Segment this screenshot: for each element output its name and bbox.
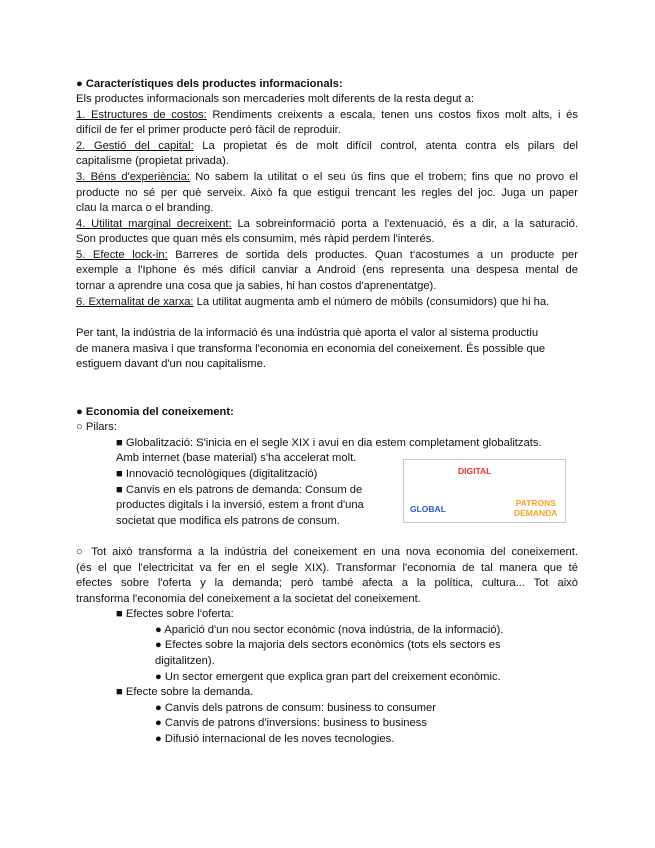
demanda-item: ● Canvis de patrons d'inversions: business to business: [155, 717, 427, 729]
item-label: 2. Gestió del capital:: [76, 140, 194, 152]
oferta-label: ■ Efectes sobre l'oferta:: [116, 608, 234, 620]
oferta-item-cont: digitalitzen).: [155, 655, 215, 667]
list-item-marginal: [76, 217, 578, 233]
item-label: 6. Externalitat de xarxa:: [76, 296, 194, 308]
oferta-item: ● Un sector emergent que explica gran part del creixement econòmic.: [155, 671, 501, 683]
section1-heading: ● Característiques dels productes informacionals:: [76, 78, 343, 90]
pillars-diagram: [403, 459, 566, 523]
list-item-experience-cont: producte no sé per què serveix. Això fa que estigui trencant les regles del joc. Juga un paper: [76, 187, 578, 199]
diagram-label-global: GLOBAL: [410, 504, 446, 514]
conclusion-line: Per tant, la indústria de la informació és una indústria què aporta el valor al sistema productiu: [76, 327, 539, 339]
diagram-label-digital: DIGITAL: [458, 466, 492, 476]
pilar-item-cont: productes digitals i la inversió, estem a front d'una: [116, 499, 364, 511]
pilar-item: ■ Globalització: S'inicia en el segle XIX i avui en dia estem completament globalitzats.: [116, 437, 542, 449]
pilar-item: ■ Innovació tecnològiques (digitalització): [116, 468, 318, 480]
pilars-label: ○ Pilars:: [76, 421, 117, 433]
list-item-costs: [76, 108, 578, 124]
demanda-item: ● Canvis dels patrons de consum: business to consumer: [155, 702, 436, 714]
list-item-lockin-cont2: tornar a aprendre una cosa que ja sabies, hi han costos d'aprenentatge).: [76, 280, 437, 292]
pilar-item-cont: societat que modifica els patrons de consum.: [116, 515, 340, 527]
diagram-label-patrons-text: PATRONS: [515, 498, 556, 508]
diagram-label-patrons: [514, 498, 557, 518]
transform-line: transforma l'economia del coneixement a la societat del coneixement.: [76, 593, 421, 605]
list-item-marginal-cont: Son productes que quan més els consumim, més ràpid perdem l'interés.: [76, 233, 435, 245]
transform-line: ○ Tot això transforma a la indústria del coneixement en una nova economia del coneixement.: [76, 546, 578, 558]
item-text: Rendiments creixents a escala, tenen uns costos fixos molt alts, i és: [206, 109, 578, 121]
list-item-experience-cont2: clau la marca o el branding.: [76, 202, 214, 214]
conclusion-line: estiguem davant d'un nou capitalisme.: [76, 358, 266, 370]
item-text: La utilitat augmenta amb el número de mòbils (consumidors) que hi ha.: [193, 296, 550, 308]
item-label: 1. Estructures de costos:: [76, 109, 207, 121]
item-text: La propietat és de molt difícil control, atenta contra els pilars del: [193, 140, 578, 152]
item-label: 4. Utilitat marginal decreixent:: [76, 218, 232, 230]
item-text: No sabem la utilitat o el seu ús fins que el trobem; fins que no provo el: [190, 171, 579, 183]
conclusion-line: de manera masiva i que transforma l'economia en economia del coneixement. És possible que: [76, 343, 546, 355]
list-item-costs-cont: difícil de fer el primer producte però fàcil de reproduir.: [76, 124, 341, 136]
pilar-item: ■ Canvis en els patrons de demanda: Consum de: [116, 484, 363, 496]
list-item-experience: [76, 170, 578, 186]
demanda-item: ● Difusió internacional de les noves tecnologies.: [155, 733, 395, 745]
section2-heading: ● Economia del coneixement:: [76, 406, 234, 418]
oferta-item: ● Efectes sobre la majoria dels sectors econòmics (tots els sectors es: [155, 639, 501, 651]
item-text: Barreres de sortida dels productes. Quan t'acostumes a un producte per: [167, 249, 578, 261]
item-label: 5. Efecte lock-in:: [76, 249, 168, 261]
demanda-label: ■ Efecte sobre la demanda.: [116, 686, 254, 698]
list-item-capital: [76, 139, 578, 155]
oferta-item: ● Aparició d'un nou sector econòmic (nova indústria, de la informació).: [155, 624, 504, 636]
transform-line: efectes sobre l'oferta y la demanda; però també afecta a la política, cultura... Tot això: [76, 577, 578, 589]
item-label: 3. Béns d'experiència:: [76, 171, 191, 183]
list-item-network: [76, 295, 549, 311]
section1-intro: Els productes informacionals son mercaderies molt diferents de la resta degut a:: [76, 93, 474, 105]
item-text: La sobreinformació porta a l'extenuació, és a dir, a la saturació.: [231, 218, 578, 230]
list-item-lockin-cont: exemple a l'Iphone és més difícil canviar a Android (ens representa una despesa mental de: [76, 264, 578, 276]
diagram-label-demanda-text: DEMANDA: [514, 508, 558, 518]
list-item-lockin: [76, 248, 578, 264]
pilar-item-cont: Amb internet (base material) s'ha accelerat molt.: [116, 452, 357, 464]
list-item-capital-cont: capitalisme (propietat privada).: [76, 155, 229, 167]
transform-line: (és el que l'electricitat va fer en el segle XIX). Transformar l'economia de tal manera que té: [76, 562, 578, 574]
